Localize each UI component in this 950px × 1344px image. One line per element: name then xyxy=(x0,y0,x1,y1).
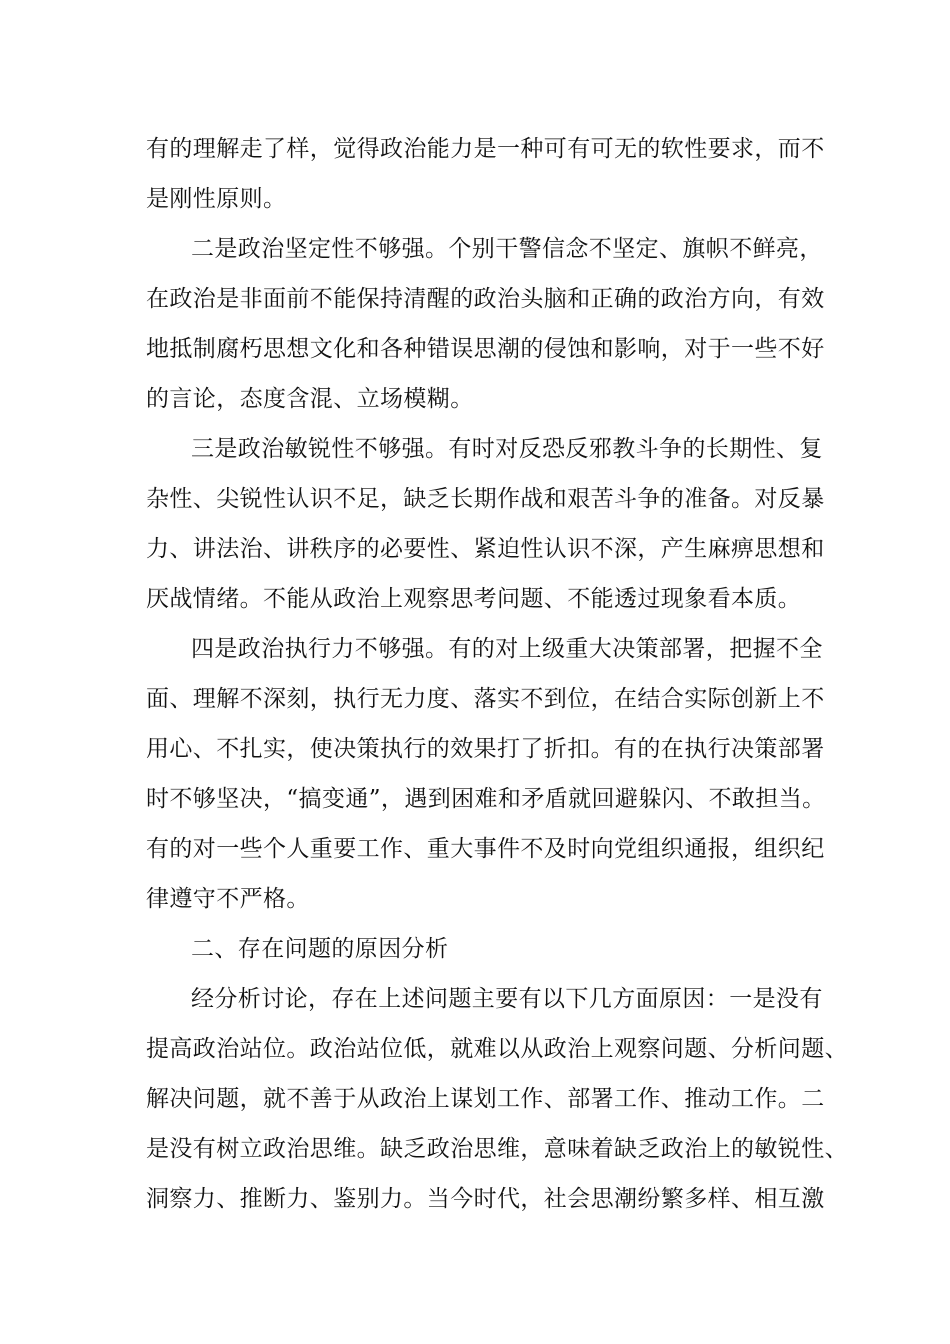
text-line: 提高政治站位。政治站位低，就难以从政治上观察问题、分析问题、 xyxy=(146,1036,848,1062)
text-line: 解决问题，就不善于从政治上谋划工作、部署工作、推动工作。二 xyxy=(146,1086,825,1112)
text-line: 是没有树立政治思维。缺乏政治思维，意味着缺乏政治上的敏锐性、 xyxy=(146,1136,848,1162)
text-line: 时不够坚决，“搞变通”，遇到困难和矛盾就回避躲闪、不敢担当。 xyxy=(146,786,826,812)
section-heading: 二、存在问题的原因分析 xyxy=(191,936,449,962)
text-line: 力、讲法治、讲秩序的必要性、紧迫性认识不深，产生麻痹思想和 xyxy=(146,536,825,562)
text-line: 厌战情绪。不能从政治上观察思考问题、不能透过现象看本质。 xyxy=(146,586,802,612)
text-line: 地抵制腐朽思想文化和各种错误思潮的侵蚀和影响，对于一些不好 xyxy=(146,336,825,362)
text-line: 是刚性原则。 xyxy=(146,186,287,212)
paragraph-start: 二是政治坚定性不够强。个别干警信念不坚定、旗帜不鲜亮， xyxy=(191,236,823,262)
paragraph-start: 三是政治敏锐性不够强。有时对反恐反邪教斗争的长期性、复 xyxy=(191,436,823,462)
text-line: 面、理解不深刻，执行无力度、落实不到位，在结合实际创新上不 xyxy=(146,686,825,712)
text-line: 律遵守不严格。 xyxy=(146,886,310,912)
text-line: 有的理解走了样，觉得政治能力是一种可有可无的软性要求，而不 xyxy=(146,136,825,162)
text-line: 洞察力、推断力、鉴别力。当今时代，社会思潮纷繁多样、相互激 xyxy=(146,1186,825,1212)
paragraph-start: 四是政治执行力不够强。有的对上级重大决策部署，把握不全 xyxy=(191,636,823,662)
paragraph-start: 经分析讨论，存在上述问题主要有以下几方面原因：一是没有 xyxy=(191,986,823,1012)
text-line: 在政治是非面前不能保持清醒的政治头脑和正确的政治方向，有效 xyxy=(146,286,825,312)
text-line: 用心、不扎实，使决策执行的效果打了折扣。有的在执行决策部署 xyxy=(146,736,825,762)
text-line: 有的对一些个人重要工作、重大事件不及时向党组织通报，组织纪 xyxy=(146,836,825,862)
text-line: 的言论，态度含混、立场模糊。 xyxy=(146,386,474,412)
text-line: 杂性、尖锐性认识不足，缺乏长期作战和艰苦斗争的准备。对反暴 xyxy=(146,486,825,512)
